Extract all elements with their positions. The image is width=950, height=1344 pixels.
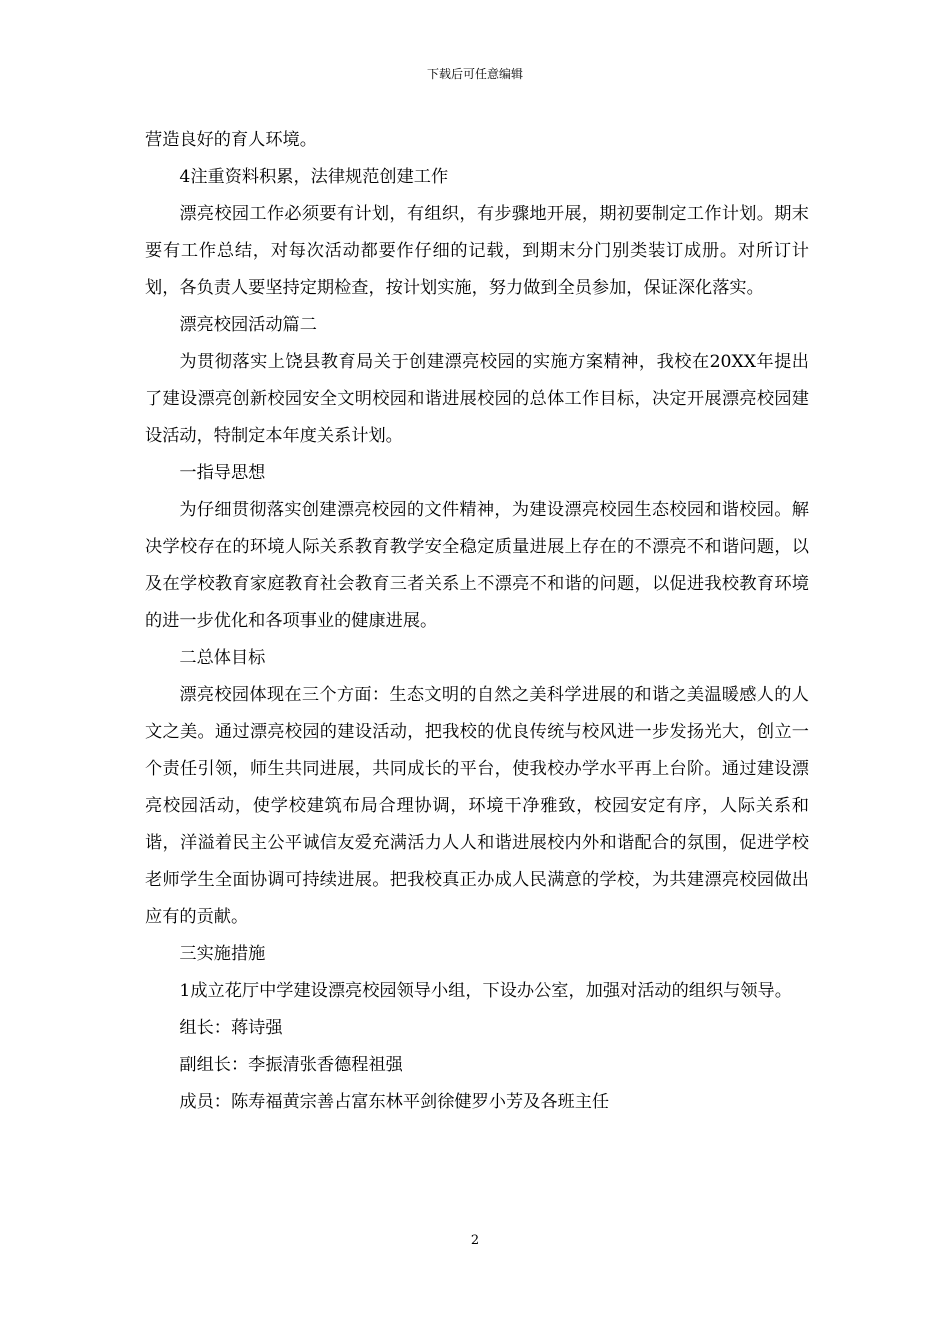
paragraph-measure-1: 1成立花厅中学建设漂亮校园领导小组，下设办公室，加强对活动的组织与领导。 — [179, 981, 792, 1001]
section-heading-part-two: 漂亮校园活动篇二 — [179, 315, 317, 335]
paragraph-intro: 为贯彻落实上饶县教育局关于创建漂亮校园的实施方案精神，我校在20XX年提出了建设漂亮创新校园安全文明校园和谐进展校园的总体工作目标，决定开展漂亮校园建设活动，特制定本年度关系计划。 — [145, 352, 809, 446]
paragraph-guiding-thought: 为仔细贯彻落实创建漂亮校园的文件精神，为建设漂亮校园生态校园和谐校园。解决学校存在的环境人际关系教育教学安全稳定质量进展上存在的不漂亮不和谐问题，以及在学校教育家庭教育社会教育三者关系上不漂亮不和谐的问题，以促进我校教育环境的进一步优化和各项事业的健康进展。 — [145, 500, 809, 631]
subheading-overall-goal: 二总体目标 — [179, 648, 266, 668]
header-text: 下载后可任意编辑 — [426, 67, 523, 81]
paragraph-planning: 漂亮校园工作必须要有计划，有组织，有步骤地开展，期初要制定工作计划。期末要有工作总结，对每次活动都要作仔细的记载，到期末分门别类装订成册。对所订计划，各负责人要坚持定期检查，按计划实施，努力做到全员参加，保证深化落实。 — [145, 204, 809, 298]
paragraph-continuation: 营造良好的育人环境。 — [145, 130, 317, 150]
subheading-record-keeping: 4注重资料积累，法律规范创建工作 — [179, 167, 449, 187]
subheading-measures: 三实施措施 — [179, 944, 266, 964]
document-body — [145, 122, 809, 1121]
page-footer — [0, 1232, 950, 1250]
line-team-leader: 组长：蒋诗强 — [179, 1018, 283, 1038]
subheading-guiding-thought: 一指导思想 — [179, 463, 266, 483]
page-number: 2 — [470, 1233, 480, 1248]
page-header — [0, 66, 950, 82]
paragraph-overall-goal: 漂亮校园体现在三个方面：生态文明的自然之美科学进展的和谐之美温暖感人的人文之美。通过漂亮校园的建设活动，把我校的优良传统与校风进一步发扬光大，创立一个责任引领，师生共同进展，共同成长的平台，使我校办学水平再上台阶。通过建设漂亮校园活动，使学校建筑布局合理协调，环境干净雅致，校园安定有序，人际关系和谐，洋溢着民主公平诚信友爱充满活力人人和谐进展校内外和谐配合的氛围，促进学校老师学生全面协调可持续进展。把我校真正办成人民满意的学校，为共建漂亮校园做出应有的贡献。 — [145, 685, 809, 927]
line-members: 成员：陈寿福黄宗善占富东林平剑徐健罗小芳及各班主任 — [179, 1092, 610, 1112]
line-deputy-leaders: 副组长：李振清张香德程祖强 — [179, 1055, 403, 1075]
